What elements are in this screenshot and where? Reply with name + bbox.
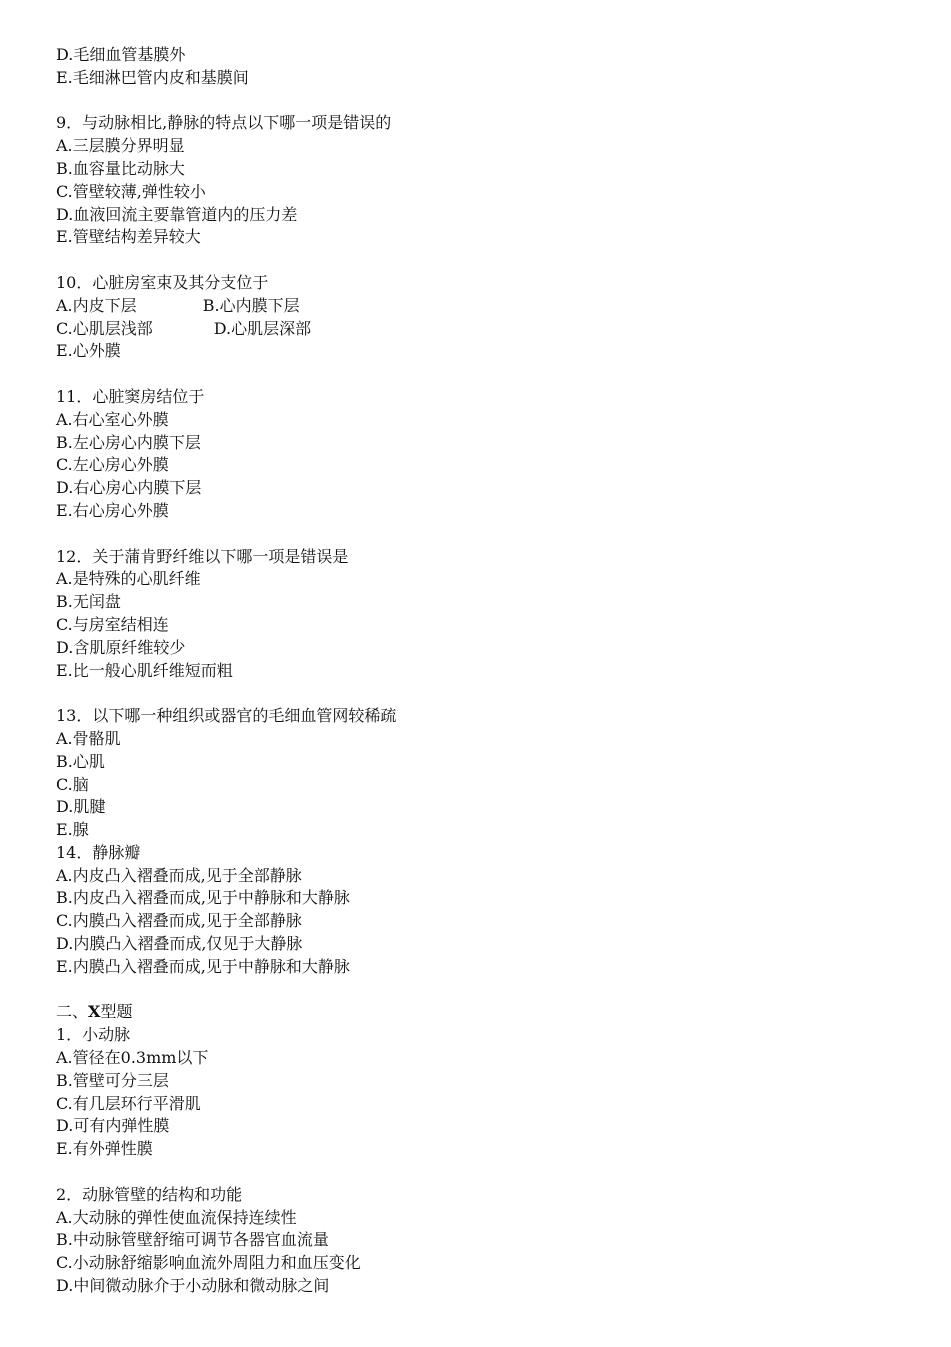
option-line: B.无闰盘 bbox=[56, 592, 121, 612]
option-line: A.大动脉的弹性使血流保持连续性 bbox=[56, 1207, 297, 1227]
section-type-letter: X bbox=[88, 1002, 101, 1022]
question-stem: 13．以下哪一种组织或器官的毛细血管网较稀疏 bbox=[56, 706, 397, 726]
spacer bbox=[56, 363, 916, 386]
option-line: E.右心房心外膜 bbox=[56, 500, 169, 520]
question-stem: 2．动脉管壁的结构和功能 bbox=[56, 1184, 243, 1204]
option-line: D.可有内弹性膜 bbox=[56, 1116, 170, 1136]
option-line: E.毛细淋巴管内皮和基膜间 bbox=[56, 67, 249, 87]
option-line: A.骨骼肌 bbox=[56, 728, 121, 748]
option-line: C.管壁较薄,弹性较小 bbox=[56, 181, 206, 201]
option-line: A.右心室心外膜 bbox=[56, 409, 169, 429]
option-line: C.心肌层浅部 D.心肌层深部 bbox=[56, 318, 312, 338]
option-line: E.有外弹性膜 bbox=[56, 1139, 153, 1159]
option-line: E.比一般心肌纤维短而粗 bbox=[56, 660, 233, 680]
option-line: D.右心房心内膜下层 bbox=[56, 478, 202, 498]
option-line: E.管壁结构差异较大 bbox=[56, 227, 201, 247]
question-stem: 9．与动脉相比,静脉的特点以下哪一项是错误的 bbox=[56, 113, 392, 133]
question-stem: 1．小动脉 bbox=[56, 1025, 131, 1045]
option-line: B.左心房心内膜下层 bbox=[56, 432, 201, 452]
option-line: B.管壁可分三层 bbox=[56, 1070, 169, 1090]
option-line: A.管径在0.3mm以下 bbox=[56, 1048, 209, 1068]
option-line: C.有几层环行平滑肌 bbox=[56, 1093, 201, 1113]
section-heading bbox=[56, 1001, 916, 1024]
option-line: A.内皮下层 B.心内膜下层 bbox=[56, 295, 300, 315]
section-suffix: 型题 bbox=[100, 1002, 133, 1022]
option-line: D.含肌原纤维较少 bbox=[56, 637, 186, 657]
option-line: C.内膜凸入褶叠而成,见于全部静脉 bbox=[56, 911, 302, 931]
option-line: D.内膜凸入褶叠而成,仅见于大静脉 bbox=[56, 934, 303, 954]
spacer bbox=[56, 1161, 916, 1184]
option-line: B.心肌 bbox=[56, 751, 105, 771]
section-prefix: 二、 bbox=[56, 1002, 89, 1022]
option-line: A.是特殊的心肌纤维 bbox=[56, 569, 201, 589]
option-line: B.中动脉管壁舒缩可调节各器官血流量 bbox=[56, 1230, 329, 1250]
question-stem: 10．心脏房室束及其分支位于 bbox=[56, 272, 269, 292]
option-line: C.小动脉舒缩影响血流外周阻力和血压变化 bbox=[56, 1253, 361, 1273]
spacer bbox=[56, 523, 916, 546]
option-line: A.内皮凸入褶叠而成,见于全部静脉 bbox=[56, 865, 302, 885]
option-line: C.左心房心外膜 bbox=[56, 455, 169, 475]
option-line: D.毛细血管基膜外 bbox=[56, 45, 186, 64]
option-line: E.内膜凸入褶叠而成,见于中静脉和大静脉 bbox=[56, 956, 350, 976]
spacer bbox=[56, 90, 916, 113]
spacer bbox=[56, 682, 916, 705]
option-line: A.三层膜分界明显 bbox=[56, 136, 185, 156]
option-line: C.脑 bbox=[56, 774, 89, 794]
spacer bbox=[56, 979, 916, 1002]
option-line: B.血容量比动脉大 bbox=[56, 158, 185, 178]
option-line: C.与房室结相连 bbox=[56, 614, 169, 634]
document-page bbox=[56, 44, 916, 1298]
option-line: D.肌腱 bbox=[56, 797, 106, 817]
question-stem: 11．心脏窦房结位于 bbox=[56, 386, 205, 406]
option-line: E.心外膜 bbox=[56, 341, 121, 361]
option-line: B.内皮凸入褶叠而成,见于中静脉和大静脉 bbox=[56, 888, 350, 908]
question-stem: 12．关于蒲肯野纤维以下哪一项是错误是 bbox=[56, 546, 349, 566]
option-line: E.腺 bbox=[56, 820, 89, 840]
option-line: D.血液回流主要靠管道内的压力差 bbox=[56, 204, 298, 224]
option-line: D.中间微动脉介于小动脉和微动脉之间 bbox=[56, 1276, 330, 1296]
spacer bbox=[56, 249, 916, 272]
question-stem: 14．静脉瓣 bbox=[56, 842, 141, 862]
